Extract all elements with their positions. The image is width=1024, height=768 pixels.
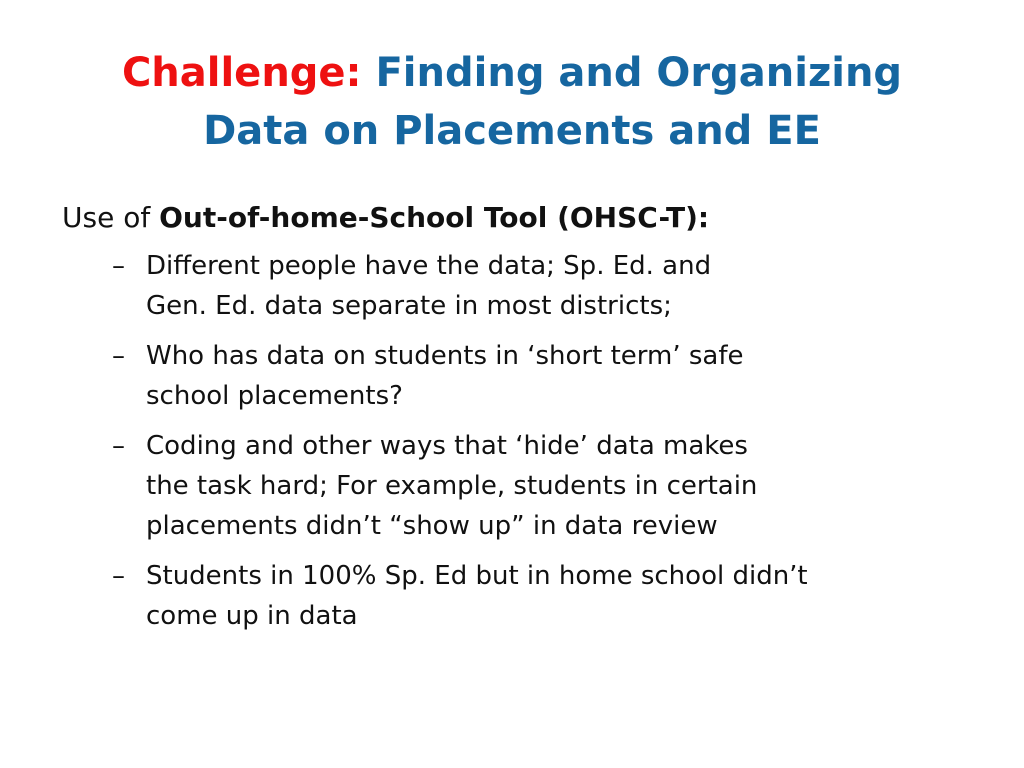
bullet-dash: – [112, 561, 125, 591]
bullet-dash: – [112, 341, 125, 371]
bullet-item [112, 246, 982, 326]
title-line-1: Finding and Organizing [375, 50, 903, 96]
bullet-item [112, 556, 982, 636]
bullet-line: the task hard; For example, students in certain [146, 471, 758, 501]
bullet-line: placements didn’t “show up” in data review [146, 511, 718, 541]
bullet-line: Who has data on students in ‘short term’ safe [146, 341, 744, 371]
bullet-list [62, 246, 982, 636]
bullet-line: Different people have the data; Sp. Ed. and [146, 251, 712, 281]
bullet-line: Coding and other ways that ‘hide’ data makes [146, 431, 748, 461]
bullet-item [112, 336, 982, 416]
lead-tool-name: Out-of-home-School Tool (OHSC-T): [159, 201, 710, 234]
lead-prefix: Use of [62, 201, 151, 234]
bullet-dash: – [112, 431, 125, 461]
bullet-line: Gen. Ed. data separate in most districts; [146, 291, 672, 321]
title-label: Challenge: [121, 50, 362, 96]
bullet-line: school placements? [146, 381, 403, 411]
bullet-dash: – [112, 251, 125, 281]
bullet-line: come up in data [146, 601, 358, 631]
slide-body [62, 198, 982, 646]
bullet-item [112, 426, 982, 546]
lead-text [62, 198, 982, 238]
bullet-line: Students in 100% Sp. Ed but in home school didn’t [146, 561, 808, 591]
slide-title [40, 44, 984, 160]
title-line-2: Data on Placements and EE [203, 108, 821, 154]
